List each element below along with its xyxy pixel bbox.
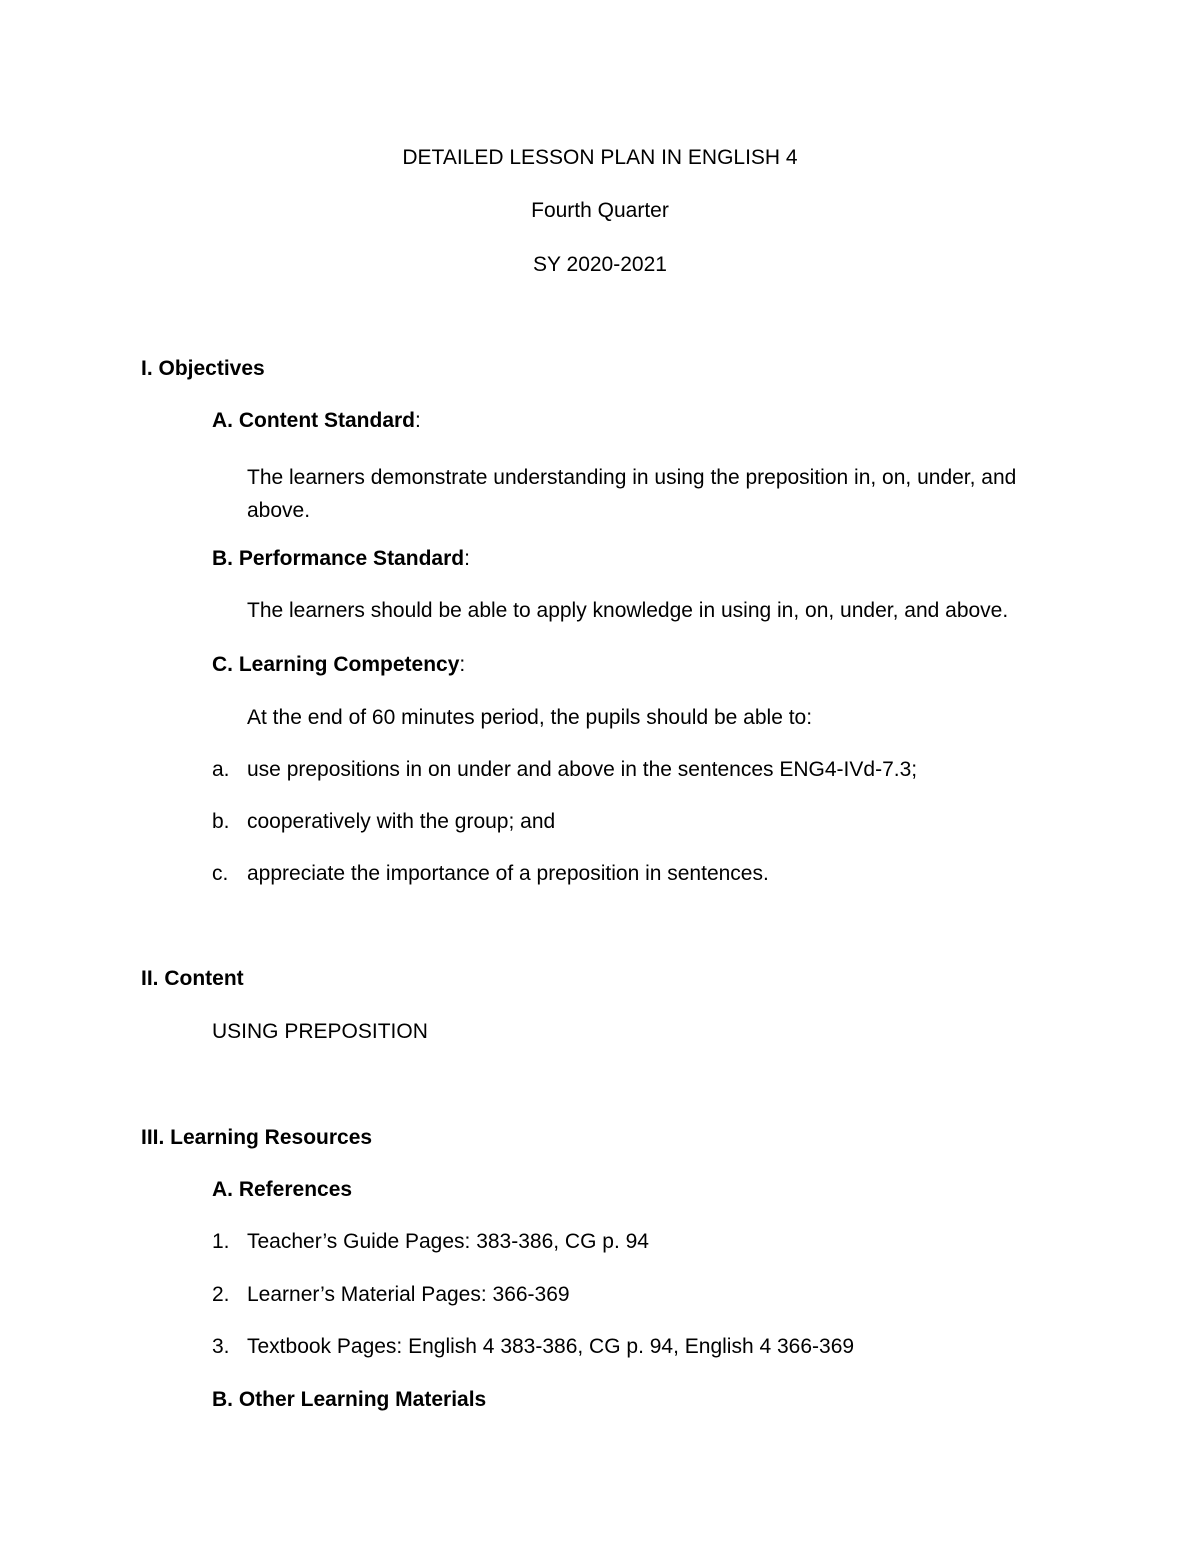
content-standard-heading [212,408,421,433]
performance-standard-colon: : [464,547,470,570]
references-heading: A. References [212,1178,353,1201]
document-title: DETAILED LESSON PLAN IN ENGLISH 4 [402,146,798,169]
reference-item-text: Teacher’s Guide Pages: 383-386, CG p. 94 [247,1230,649,1253]
competency-item-text: use prepositions in on under and above in the sentences ENG4-IVd-7.3; [247,758,918,781]
content-standard-text: The learners demonstrate understanding in using the preposition in, on, under, and above. [247,466,1017,522]
performance-standard-heading [212,546,470,571]
competency-item-text: cooperatively with the group; and [247,810,556,833]
learning-competency-label: C. Learning Competency [212,653,460,676]
reference-item-text: Learner’s Material Pages: 366-369 [247,1283,570,1306]
competency-item-text: appreciate the importance of a preposition in sentences. [247,862,769,885]
competency-item-marker: b. [212,810,230,833]
reference-item-text: Textbook Pages: English 4 383-386, CG p. 94, English 4 366-369 [247,1335,855,1358]
reference-item-marker: 2. [212,1283,230,1306]
performance-standard-label: B. Performance Standard [212,547,465,570]
competency-item-marker: c. [212,862,229,885]
other-materials-heading: B. Other Learning Materials [212,1388,487,1411]
learning-competency-colon: : [459,653,466,676]
learning-competency-heading [212,652,465,677]
competency-item-marker: a. [212,758,230,781]
content-standard-label: A. Content Standard [212,409,415,432]
quarter-label: Fourth Quarter [531,199,669,222]
school-year-label: SY 2020-2021 [533,253,667,276]
content-topic: USING PREPOSITION [212,1020,428,1043]
reference-item-marker: 1. [212,1230,230,1253]
content-heading: II. Content [141,967,244,990]
content-standard-colon: : [415,409,421,432]
reference-item-marker: 3. [212,1335,230,1358]
learning-resources-heading: III. Learning Resources [141,1126,373,1149]
objectives-heading: I. Objectives [141,357,265,380]
performance-standard-text: The learners should be able to apply knowledge in using in, on, under, and above. [247,599,1009,622]
learning-competency-intro: At the end of 60 minutes period, the pupils should be able to: [247,706,813,729]
